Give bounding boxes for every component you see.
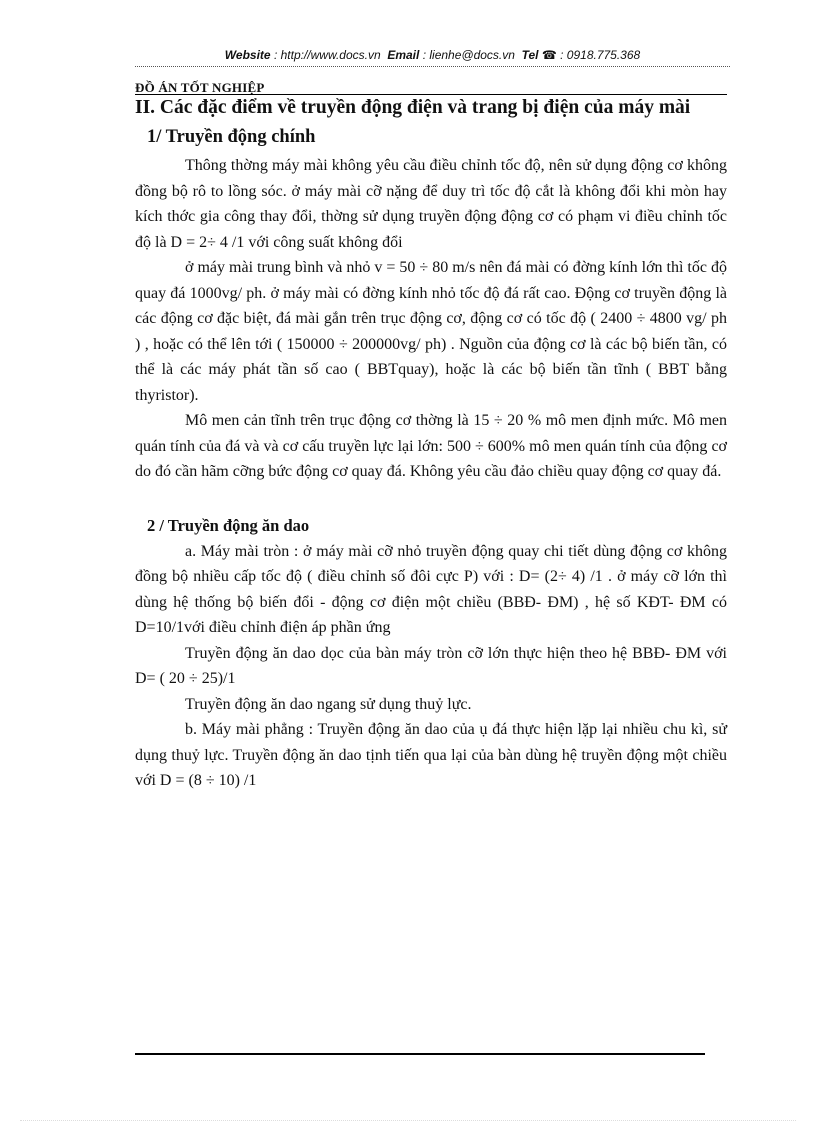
email-value: : lienhe@docs.vn xyxy=(422,48,515,62)
document-title: ĐỒ ÁN TỐT NGHIỆP xyxy=(135,80,265,95)
subsection-1-title: 1/ Truyền động chính xyxy=(147,127,316,147)
paragraph: Mô men cản tĩnh trên trục động cơ thờng là 15 ÷ 20 % mô men định mức. Mô men quán tính của đá và và cơ cấu truyền lực lại lớn: 500 ÷ 600% mô men quán tính của động cơ do đó cần hãm cỡng bức động cơ quay đá. Không yêu cầu đảo chiều quay động cơ quay đá. xyxy=(135,412,727,480)
tel-value: : 0918.775.368 xyxy=(560,48,641,62)
bottom-border xyxy=(20,1120,796,1121)
page-header xyxy=(135,48,730,62)
email-label: Email xyxy=(387,48,420,62)
footer-divider xyxy=(135,1053,705,1055)
header-divider xyxy=(135,66,730,67)
paragraph: a. Máy mài tròn : ở máy mài cỡ nhỏ truyền động quay chi tiết dùng động cơ không đồng bộ nhiều cấp tốc độ ( điều chỉnh số đôi cực P) với : D= (2÷ 4) /1 . ở máy cỡ lớn thì dùng hệ thống bộ biến đổi - động cơ điện một chiều (BBĐ- ĐM) , hệ số KĐT- ĐM có D=10/1với điều chỉnh điện áp phần ứng xyxy=(135,542,727,636)
paragraph: Truyền động ăn dao ngang sử dụng thuỷ lực. xyxy=(185,695,472,713)
section-title: II. Các đặc điểm về truyền động điện và trang bị điện của máy mài xyxy=(135,97,691,118)
paragraph: Truyền động ăn dao dọc của bàn máy tròn cỡ lớn thực hiện theo hệ BBĐ- ĐM với D= ( 20 ÷ 25)/1 xyxy=(135,644,727,687)
tel-label: Tel ☎ xyxy=(521,48,557,62)
page-content xyxy=(135,94,727,794)
paragraph: Thông thờng máy mài không yêu cầu điều chỉnh tốc độ, nên sử dụng động cơ không đồng bộ rô to lồng sóc. ở máy mài cỡ nặng để duy trì tốc độ cắt là không đổi khi mòn hay kích thớc gia công thay đổi, thờng sử dụng truyền động động cơ có phạm vi điều chỉnh tốc độ là D = 2÷ 4 /1 với công suất không đổi xyxy=(135,157,727,251)
website-value: : http://www.docs.vn xyxy=(273,48,381,62)
paragraph: ở máy mài trung bình và nhỏ v = 50 ÷ 80 m/s nên đá mài có đờng kính lớn thì tốc độ quay đá 1000vg/ ph. ở máy mài có đờng kính nhỏ tốc độ đá rất cao. Động cơ truyền động là các động cơ đặc biệt, đá mài gắn trên trục động cơ, động cơ có tốc độ ( 2400 ÷ 4800 vg/ ph ) , hoặc có thể lên tới ( 150000 ÷ 200000vg/ ph) . Nguồn của động cơ là các bộ biến tần, có thể là các máy phát tần số cao ( BBTquay), hoặc là các bộ biến tần tĩnh ( BBT bằng thyristor). xyxy=(135,259,727,404)
website-label: Website xyxy=(224,48,271,62)
subsection-2-title: 2 / Truyền động ăn dao xyxy=(147,515,310,535)
paragraph: b. Máy mài phẳng : Truyền động ăn dao của ụ đá thực hiện lặp lại nhiều chu kì, sử dụng thuỷ lực. Truyền động ăn dao tịnh tiến qua lại của bàn dùng hệ truyền động một chiều với D = (8 ÷ 10) /1 xyxy=(135,721,727,789)
